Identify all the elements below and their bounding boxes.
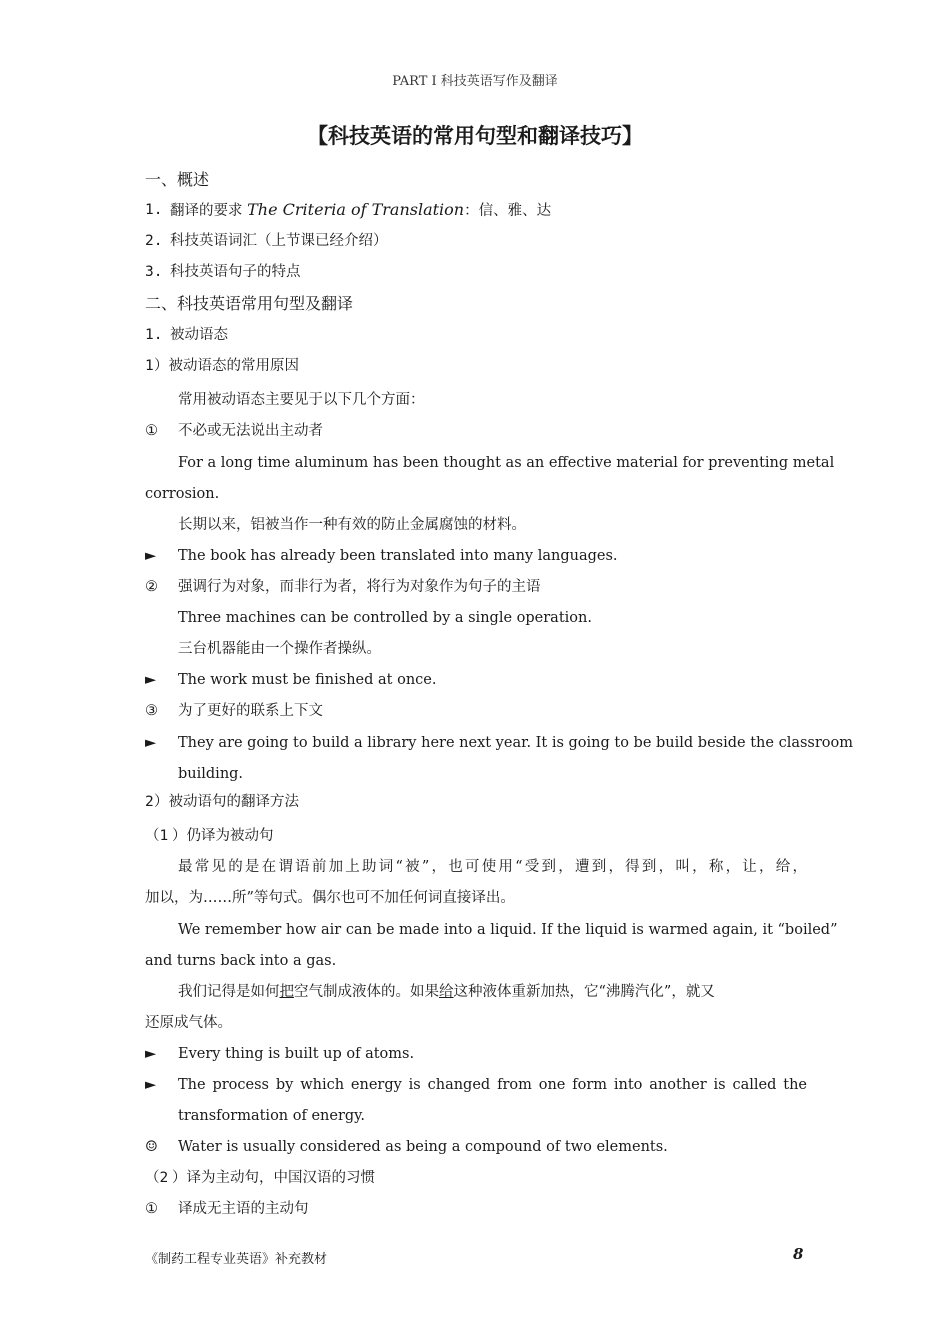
reason-text: 不必或无法说出主动者	[178, 423, 323, 439]
reason-text: 强调行为对象，而非行为者，将行为对象作为句子的主语	[178, 579, 541, 595]
item-number: （2	[145, 1170, 169, 1186]
bullet-arrow-icon: ►	[145, 1046, 157, 1062]
list-item-text: 科技英语词汇（上节课已经介绍）	[170, 233, 388, 249]
item-number: （1	[145, 828, 169, 844]
example-text: Every thing is built up of atoms.	[178, 1046, 415, 1062]
bullet-arrow-icon: ►	[145, 1077, 157, 1093]
footer-book-title: 《制药工程专业英语》补充教材	[145, 1252, 328, 1267]
bullet-arrow-icon: ►	[145, 672, 157, 688]
subsection-text: ）被动语句的翻译方法	[154, 794, 299, 810]
example-text: corrosion.	[145, 486, 220, 502]
paragraph-text: 加以，为……所”等句式。偶尔也可不加任何词直接译出。	[145, 890, 515, 906]
example-text: 还原成气体。	[145, 1015, 232, 1031]
circled-number: ③	[145, 703, 158, 719]
paragraph-text: 最常见的是在谓语前加上助词“被”，也可使用“受到，遭到，得到，叫，称，让，给，	[178, 859, 807, 875]
smiley-icon: ☺	[145, 1139, 158, 1155]
circled-number: ②	[145, 579, 158, 595]
example-text: Three machines can be controlled by a single operation.	[178, 610, 592, 626]
example-text: and turns back into a gas.	[145, 953, 337, 969]
example-text: 三台机器能由一个操作者操纵。	[178, 641, 381, 657]
running-header: PART I 科技英语写作及翻译	[392, 74, 558, 89]
example-text: The book has already been translated into many languages.	[178, 548, 618, 564]
example-text	[178, 982, 715, 1002]
method-text: ）译为主动句，中国汉语的习惯	[172, 1170, 375, 1186]
example-text: The process by which energy is changed from one form into another is called the	[178, 1077, 807, 1093]
example-text: We remember how air can be made into a liquid. If the liquid is warmed again, it “boiled”	[178, 922, 838, 938]
section-1-heading-text: 一、概述	[145, 170, 210, 189]
item-number: 2.	[145, 233, 163, 249]
example-text: 长期以来，铝被当作一种有效的防止金属腐蚀的材料。	[178, 517, 526, 533]
text-run: 这种液体重新加热，它“沸腾汽化”，就又	[453, 984, 715, 1000]
item-number: 2	[145, 794, 154, 810]
bullet-arrow-icon: ►	[145, 735, 157, 751]
list-item-text: 科技英语句子的特点	[170, 264, 301, 280]
underlined-word: 把	[279, 984, 294, 1000]
reason-text: 为了更好的联系上下文	[178, 703, 323, 719]
paragraph-text: 常用被动语态主要见于以下几个方面：	[178, 392, 425, 408]
example-text: For a long time aluminum has been thought as an effective material for preventing metal	[178, 455, 835, 471]
example-text: Water is usually considered as being a compound of two elements.	[178, 1139, 668, 1155]
item-number: 3.	[145, 264, 163, 280]
criteria-english: The Criteria of Translation	[247, 200, 465, 219]
criteria-values: ：信、雅、达	[464, 203, 552, 219]
underlined-word: 给	[439, 984, 454, 1000]
circled-number: ①	[145, 423, 158, 439]
subsection-text: ）被动语态的常用原因	[154, 358, 299, 374]
example-text: transformation of energy.	[178, 1108, 366, 1124]
item-number: 1	[145, 358, 154, 374]
example-text: They are going to build a library here next year. It is going to be build beside the classroom	[178, 735, 854, 751]
section-2-heading-text: 二、科技英语常用句型及翻译	[145, 294, 354, 313]
page-number: 8	[793, 1245, 804, 1263]
subsection-text: 被动语态	[170, 327, 228, 343]
list-item-text	[170, 200, 551, 221]
method-text: ）仍译为被动句	[172, 828, 274, 844]
bullet-arrow-icon: ►	[145, 548, 157, 564]
example-text: The work must be finished at once.	[178, 672, 437, 688]
page-title: 【科技英语的常用句型和翻译技巧】	[307, 124, 643, 148]
item-number: 1.	[145, 327, 163, 343]
text-run: 我们记得是如何	[178, 984, 280, 1000]
text-run: 空气制成液体的。如果	[294, 984, 439, 1000]
criteria-label: 翻译的要求	[170, 203, 243, 219]
item-number: 1.	[145, 202, 163, 218]
example-text: building.	[178, 766, 244, 782]
circled-number: ①	[145, 1201, 158, 1217]
reason-text: 译成无主语的主动句	[178, 1201, 309, 1217]
